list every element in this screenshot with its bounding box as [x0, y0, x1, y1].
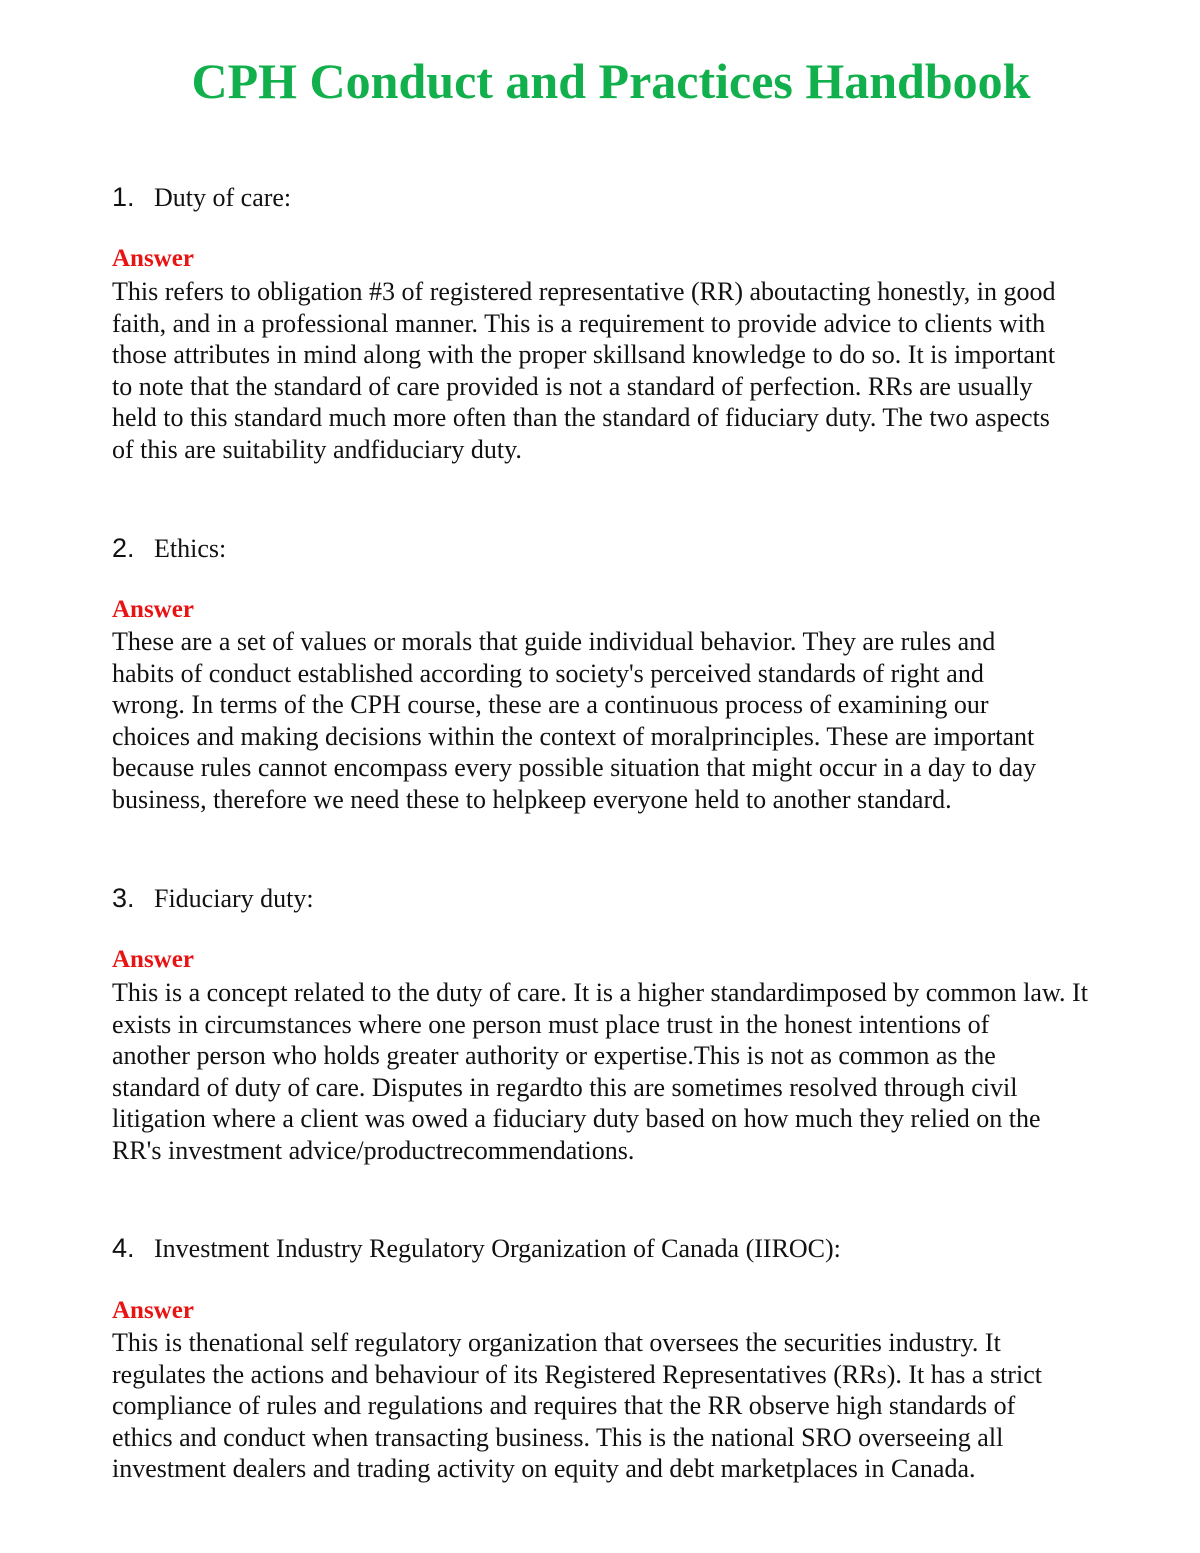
answer-line: to note that the standard of care provided is not a standard of perfection. RRs are usually [112, 371, 1033, 401]
answer-line: This is thenational self regulatory organization that oversees the securities industry. It [112, 1328, 1001, 1357]
answer-line: regulates the actions and behaviour of its Registered Representatives (RRs). It has a strict [112, 1359, 1042, 1389]
answer-2 [112, 626, 1112, 815]
question-text: Ethics: [154, 534, 227, 563]
answer-line: choices and making decisions within the context of moralprinciples. These are important [112, 721, 1035, 751]
question-1 [112, 184, 1112, 211]
answer-label: Answer [112, 1297, 194, 1324]
answer-4 [112, 1327, 1112, 1485]
question-2 [112, 535, 1112, 562]
answer-line: exists in circumstances where one person must place trust in the honest intentions of [112, 1009, 990, 1039]
question-number: 1. [112, 182, 135, 212]
answer-line: standard of duty of care. Disputes in regardto this are sometimes resolved through civil [112, 1072, 1018, 1102]
answer-line: litigation where a client was owed a fiduciary duty based on how much they relied on the [112, 1104, 1041, 1133]
answer-line: those attributes in mind along with the proper skillsand knowledge to do so. It is important [112, 340, 1056, 369]
question-number: 3. [112, 883, 135, 913]
answer-line: investment dealers and trading activity on equity and debt marketplaces in Canada. [112, 1454, 976, 1483]
answer-line: because rules cannot encompass every possible situation that might occur in a day to day [112, 753, 1037, 782]
answer-line: This refers to obligation #3 of registered representative (RR) aboutacting honestly, in good [112, 277, 1056, 306]
document-title: CPH Conduct and Practices Handbook [191, 53, 1031, 109]
answer-line: RR's investment advice/productrecommendations. [112, 1135, 635, 1165]
answer-line: wrong. In terms of the CPH course, these are a continuous process of examining our [112, 690, 989, 719]
answer-line: compliance of rules and regulations and requires that the RR observe high standards of [112, 1391, 1016, 1420]
answer-1 [112, 276, 1112, 465]
question-text: Investment Industry Regulatory Organization of Canada (IIROC): [154, 1234, 841, 1263]
answer-label: Answer [112, 245, 194, 272]
answer-3 [112, 977, 1112, 1166]
question-text: Fiduciary duty: [154, 884, 314, 913]
answer-line: held to this standard much more often than the standard of fiduciary duty. The two aspects [112, 403, 1050, 432]
answer-line: This is a concept related to the duty of care. It is a higher standardimposed by common law. It [112, 978, 1088, 1007]
question-number: 2. [112, 533, 135, 563]
answer-line: another person who holds greater authority or expertise.This is not as common as the [112, 1041, 996, 1070]
question-text: Duty of care: [154, 183, 292, 212]
question-number: 4. [112, 1233, 135, 1263]
answer-line: business, therefore we need these to helpkeep everyone held to another standard. [112, 784, 952, 814]
answer-line: ethics and conduct when transacting business. This is the national SRO overseeing all [112, 1422, 1004, 1452]
question-3 [112, 885, 1112, 912]
answer-label: Answer [112, 596, 194, 623]
answer-line: faith, and in a professional manner. This is a requirement to provide advice to clients with [112, 308, 1046, 338]
answer-label: Answer [112, 946, 194, 973]
question-4 [112, 1235, 1112, 1262]
answer-line: These are a set of values or morals that guide individual behavior. They are rules and [112, 627, 996, 656]
answer-line: habits of conduct established according to society's perceived standards of right and [112, 658, 984, 688]
answer-line: of this are suitability andfiduciary duty. [112, 434, 522, 464]
